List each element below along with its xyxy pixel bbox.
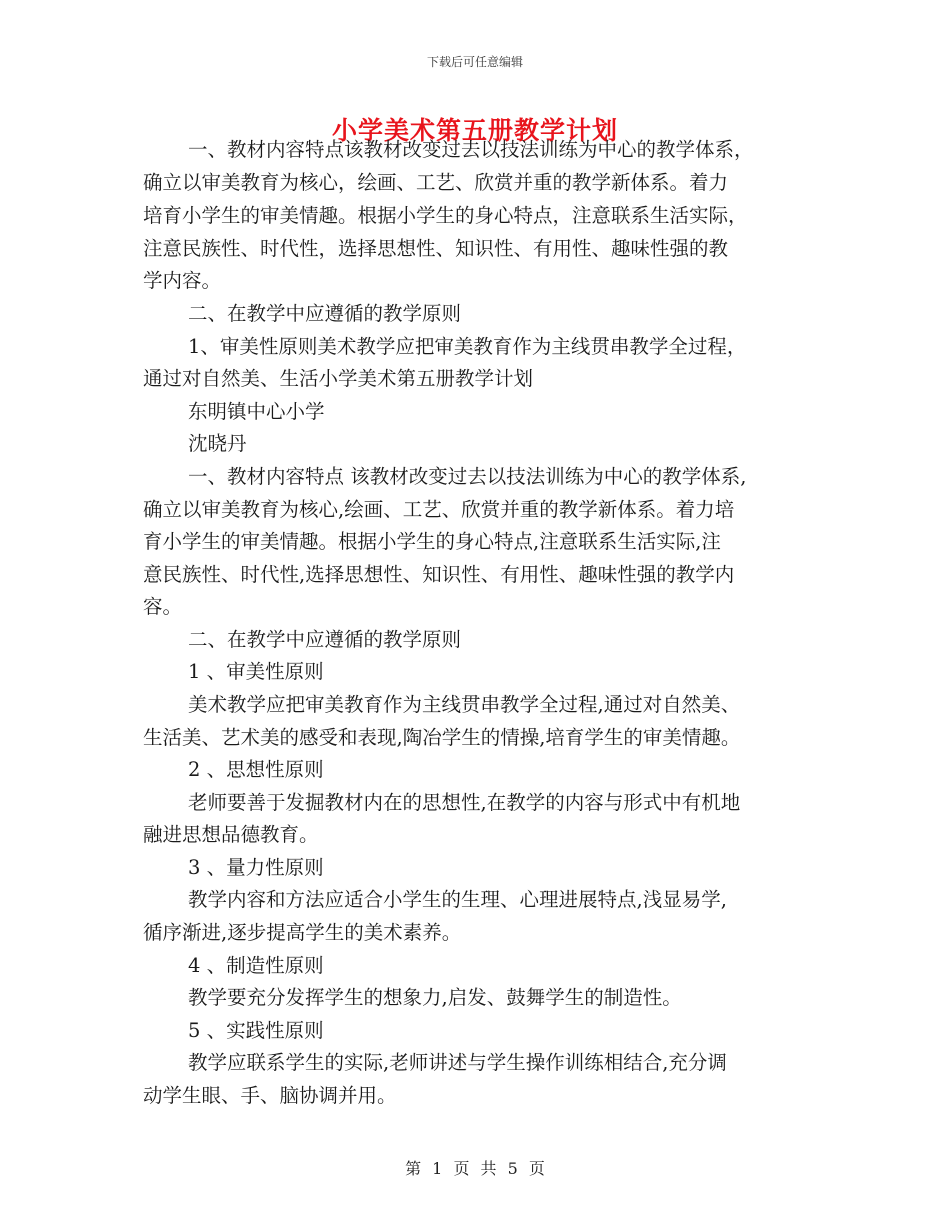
paragraph-line: 确立以审美教育为核心,绘画、工艺、欣赏并重的教学新体系。着力培: [143, 498, 735, 521]
paragraph-line: 意民族性、时代性,选择思想性、知识性、有用性、趣味性强的教学内: [143, 563, 735, 586]
paragraph-line: 育小学生的审美情趣。根据小学生的身心特点,注意联系生活实际,注: [143, 530, 721, 553]
principle-heading: 4 、制造性原则: [188, 954, 324, 977]
section-heading: 二、在教学中应遵循的教学原则: [188, 302, 462, 325]
paragraph-line: 教学内容和方法应适合小学生的生理、心理进展特点,浅显易学,: [188, 888, 727, 911]
paragraph-line: 通过对自然美、生活小学美术第五册教学计划: [143, 367, 534, 390]
paragraph-line: 融进思想品德教育。: [143, 823, 319, 846]
paragraph-line: 一、教材内容特点该教材改变过去以技法训练为中心的教学体系，: [188, 138, 754, 161]
principle-heading: 1 、审美性原则: [188, 660, 324, 683]
paragraph-line: 动学生眼、手、脑协调并用。: [143, 1084, 397, 1107]
paragraph-line: 1、审美性原则美术教学应把审美教育作为主线贯串教学全过程，: [188, 335, 747, 358]
header-note: 下载后可任意编辑: [426, 55, 523, 69]
principle-heading: 2 、思想性原则: [188, 758, 324, 781]
principle-heading: 3 、量力性原则: [188, 856, 324, 879]
page-number-footer: 第 1 页 共 5 页: [405, 1159, 545, 1178]
paragraph-line: 容。: [143, 595, 183, 618]
paragraph-line: 学内容。: [143, 269, 222, 292]
paragraph-line: 确立以审美教育为核心，绘画、工艺、欣赏并重的教学新体系。着力: [143, 171, 729, 194]
paragraph-line: 一、教材内容特点 该教材改变过去以技法训练为中心的教学体系,: [188, 465, 747, 488]
paragraph-line: 教学要充分发挥学生的想象力,启发、鼓舞学生的制造性。: [188, 986, 682, 1009]
paragraph-line: 美术教学应把审美教育作为主线贯串教学全过程,通过对自然美、: [188, 693, 741, 716]
paragraph-line: 教学应联系学生的实际,老师讲述与学生操作训练相结合,充分调: [188, 1051, 727, 1074]
paragraph-line: 生活美、艺术美的感受和表现,陶冶学生的情操,培育学生的审美情趣。: [143, 726, 741, 749]
school-name: 东明镇中心小学: [188, 400, 325, 423]
paragraph-line: 老师要善于发掘教材内在的思想性,在教学的内容与形式中有机地: [188, 791, 741, 814]
paragraph-line: 循序渐进,逐步提高学生的美术素养。: [143, 921, 462, 944]
author-name: 沈晓丹: [188, 432, 247, 455]
paragraph-line: 注意民族性、时代性，选择思想性、知识性、有用性、趣味性强的教: [143, 237, 729, 260]
paragraph-line: 培育小学生的审美情趣。根据小学生的身心特点，注意联系生活实际，: [143, 204, 748, 227]
section-heading: 二、在教学中应遵循的教学原则: [188, 628, 462, 651]
document-title: 小学美术第五册教学计划: [331, 116, 618, 145]
principle-heading: 5 、实践性原则: [188, 1019, 324, 1042]
